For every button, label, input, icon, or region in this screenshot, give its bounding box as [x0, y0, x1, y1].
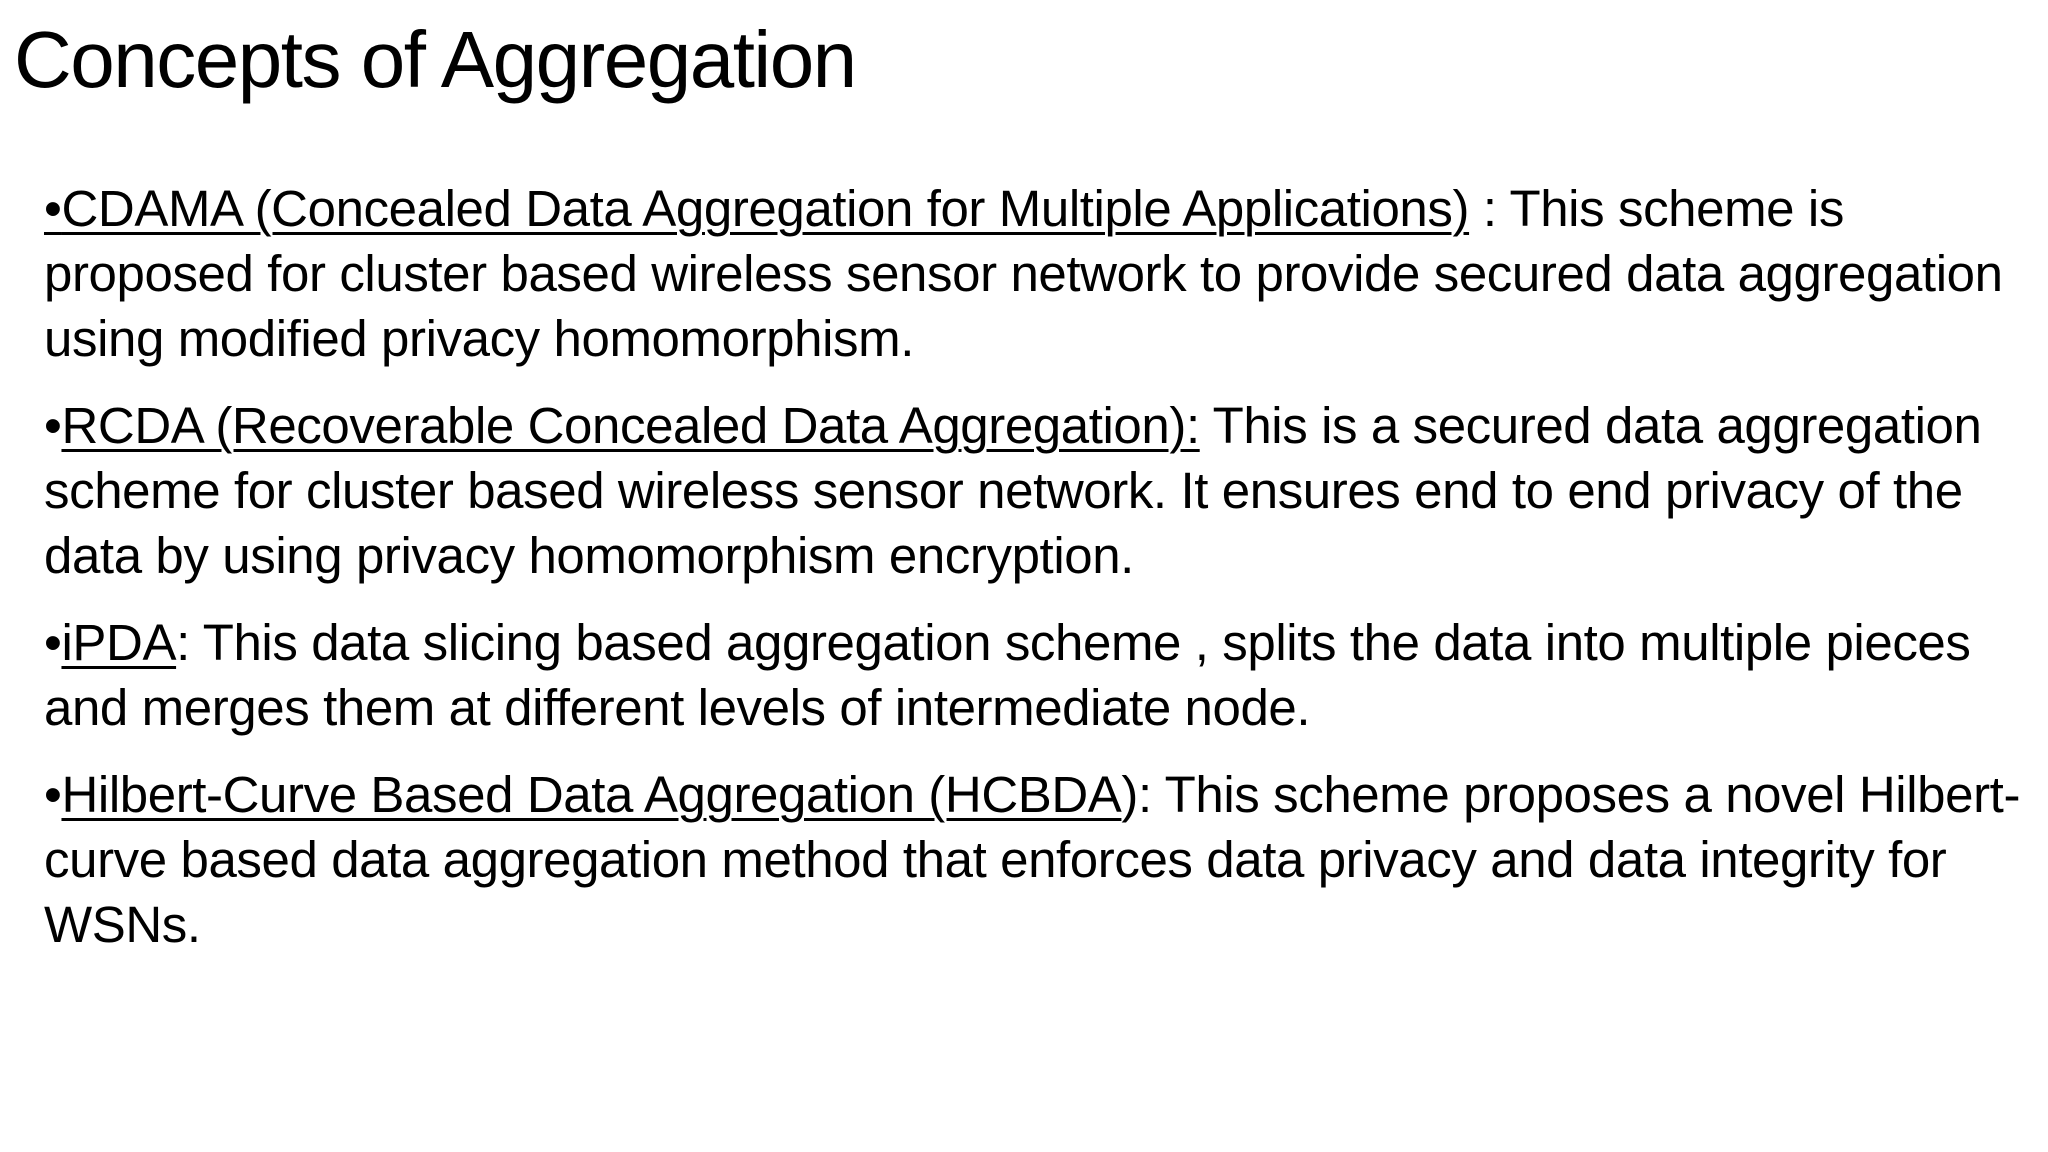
bullet-item-cdama: [44, 176, 2034, 371]
bullet-item-rcda: [44, 393, 2034, 588]
bullet-text: : This data slicing based aggregation scheme , splits the data into multiple pieces and merges them at different levels of intermediate node.: [44, 614, 1971, 736]
bullet-item-hcbda: [44, 762, 2034, 957]
bullet-list: [44, 176, 2034, 979]
bullet-item-ipda: [44, 610, 2034, 740]
bullet-term: iPDA: [61, 614, 177, 671]
bullet-marker: •: [44, 180, 62, 237]
bullet-term: RCDA (Recoverable Concealed Data Aggregation):: [61, 397, 1200, 454]
bullet-text: ): This scheme proposes a novel Hilbert-curve based data aggregation method that enforces data privacy and data integrity for WSNs.: [44, 766, 2021, 953]
bullet-text: This is a secured data aggregation scheme for cluster based wireless sensor network. It ensures end to end privacy of the data by using privacy homomorphism encryption.: [44, 397, 1982, 584]
bullet-marker: •: [44, 766, 62, 823]
bullet-term: Hilbert-Curve Based Data Aggregation (HCBDA: [61, 766, 1122, 823]
bullet-term: CDAMA (Concealed Data Aggregation for Multiple Applications): [61, 180, 1470, 237]
slide-title: Concepts of Aggregation: [14, 15, 856, 104]
bullet-marker: •: [44, 397, 62, 454]
bullet-text: : This scheme is proposed for cluster based wireless sensor network to provide secured data aggregation using modified privacy homomorphism.: [44, 180, 2003, 367]
bullet-marker: •: [44, 614, 62, 671]
